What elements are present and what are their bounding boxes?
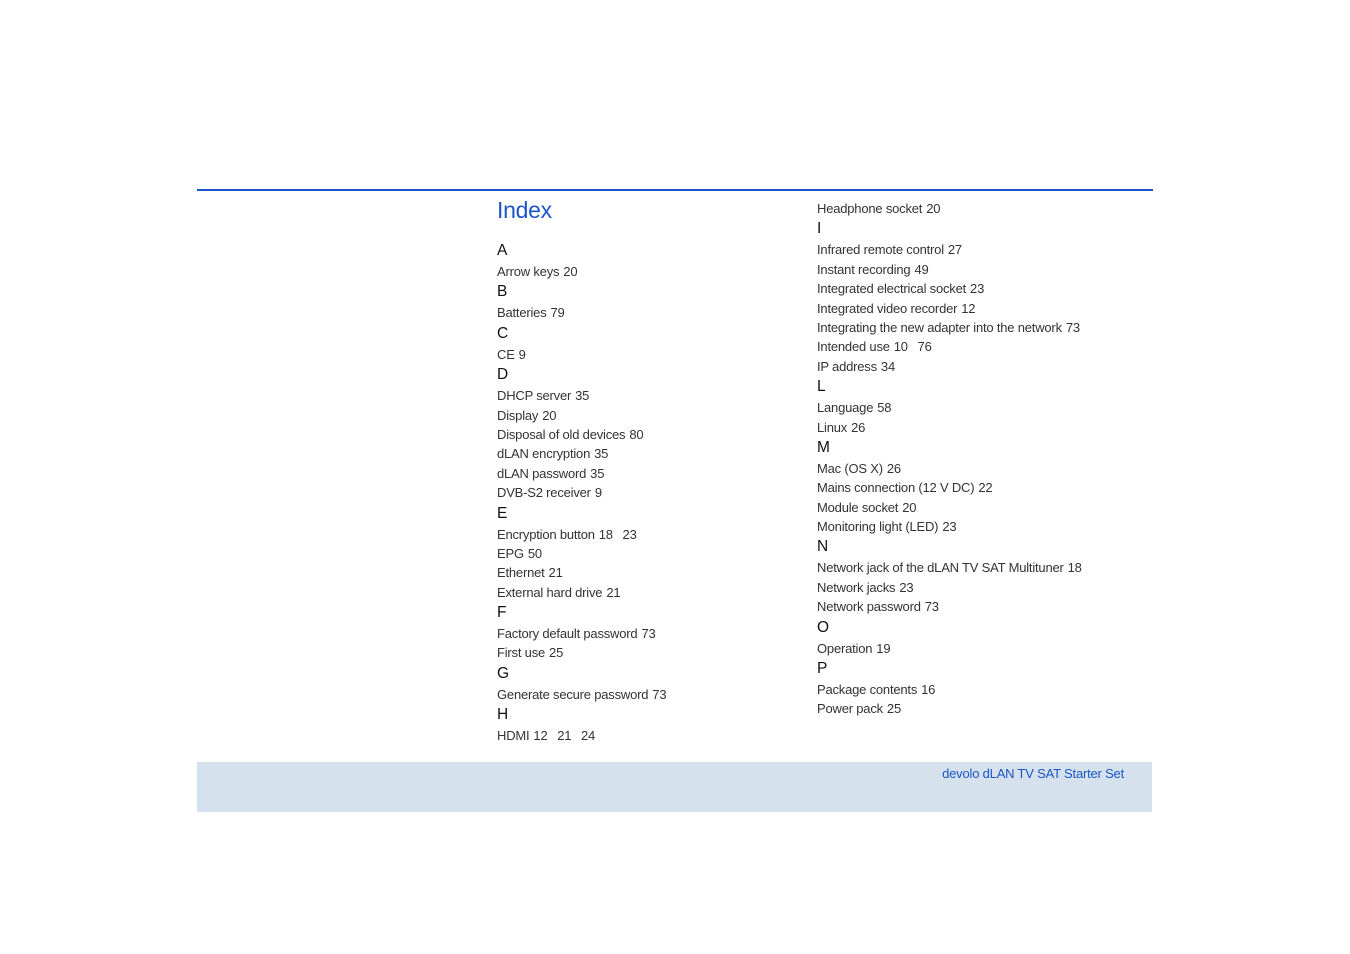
- index-entry: [817, 398, 1082, 417]
- index-entry: [817, 199, 1082, 218]
- index-entry: [497, 726, 666, 745]
- index-entry: [497, 643, 666, 662]
- index-term: DVB-S2 receiver: [497, 485, 591, 501]
- index-section-letter: D: [497, 366, 509, 384]
- index-entry: [817, 680, 1082, 699]
- index-term: Instant recording: [817, 261, 911, 277]
- index-page-refs: 25: [549, 645, 564, 661]
- index-entry: [817, 498, 1082, 517]
- index-entry: [497, 685, 666, 704]
- index-entry: [817, 517, 1082, 536]
- index-page-refs: 73: [641, 626, 656, 642]
- index-term: Monitoring light (LED): [817, 519, 939, 535]
- index-section-letter: N: [817, 538, 829, 556]
- index-entry: [497, 303, 666, 322]
- index-term: Operation: [817, 640, 873, 656]
- index-page-refs: 18: [1067, 560, 1082, 576]
- index-entry: [497, 525, 666, 544]
- index-term: Arrow keys: [497, 264, 560, 279]
- index-section-letter: M: [817, 438, 830, 456]
- index-page-refs: 34: [880, 358, 895, 374]
- index-term: dLAN password: [497, 465, 587, 481]
- index-page-refs: 23: [942, 519, 957, 535]
- index-page-refs: 20: [563, 264, 578, 279]
- index-entry: [817, 699, 1082, 718]
- index-term: Batteries: [497, 305, 547, 321]
- index-page-refs: 49: [914, 261, 929, 277]
- index-section-letter: G: [497, 664, 510, 682]
- index-term: External hard drive: [497, 584, 603, 600]
- index-term: Disposal of old devices: [497, 426, 626, 442]
- index-term: DHCP server: [497, 388, 572, 404]
- index-entry: [817, 318, 1082, 337]
- index-column-left: [497, 240, 666, 746]
- index-section-letter: O: [817, 618, 830, 636]
- index-term: Ethernet: [497, 565, 545, 581]
- index-term: IP address: [817, 358, 877, 374]
- index-term: Infrared remote control: [817, 242, 944, 258]
- index-section-letter: E: [497, 504, 508, 522]
- index-page-refs: 26: [851, 419, 866, 435]
- index-term: Power pack: [817, 701, 883, 717]
- index-entry: [817, 459, 1082, 478]
- index-entry: [817, 558, 1082, 577]
- index-term: EPG: [497, 545, 524, 561]
- index-page-refs: 9: [518, 346, 526, 362]
- index-entry: [817, 260, 1082, 279]
- index-entry: [497, 425, 666, 444]
- index-entry: [817, 578, 1082, 597]
- index-page-refs: 22: [978, 480, 993, 496]
- index-page-refs: 9: [594, 485, 602, 501]
- index-entry: [817, 240, 1082, 259]
- index-entry: [497, 345, 666, 364]
- index-entry: [497, 583, 666, 602]
- index-page-refs: 21: [606, 584, 621, 600]
- index-term: Package contents: [817, 682, 918, 698]
- index-entry: [497, 406, 666, 425]
- index-term: Module socket: [817, 499, 899, 515]
- index-page-refs: 73: [924, 599, 939, 615]
- index-page-refs: 35: [590, 465, 605, 481]
- index-page-refs: 58: [877, 400, 892, 416]
- index-section-letter: B: [497, 283, 508, 301]
- index-term: Language: [817, 400, 874, 416]
- index-term: Generate secure password: [497, 686, 649, 702]
- index-page-refs: 12: [961, 300, 976, 316]
- index-entry: [497, 386, 666, 405]
- index-term: Integrated electrical socket: [817, 281, 967, 297]
- index-entry: [817, 337, 1082, 356]
- index-page-refs: 73: [1065, 319, 1080, 335]
- index-page-refs: 12 21 24: [533, 728, 596, 744]
- footer-band: [197, 762, 1152, 812]
- index-term: Integrated video recorder: [817, 300, 958, 316]
- index-term: First use: [497, 645, 546, 661]
- index-term: Network password: [817, 599, 921, 615]
- index-page-refs: 27: [947, 242, 962, 258]
- index-page-refs: 35: [594, 446, 609, 462]
- index-term: Mac (OS X): [817, 460, 883, 476]
- index-entry: [497, 624, 666, 643]
- header-rule: [197, 189, 1153, 191]
- index-page-refs: 21: [548, 565, 563, 581]
- index-page-refs: 16: [921, 682, 936, 698]
- index-page-refs: 73: [652, 686, 667, 702]
- index-entry: [817, 357, 1082, 376]
- index-page-refs: 79: [550, 305, 565, 321]
- index-section-letter: I: [817, 220, 822, 238]
- index-term: Network jack of the dLAN TV SAT Multituner: [817, 560, 1064, 576]
- index-entry: [497, 464, 666, 483]
- index-page-refs: 23: [970, 281, 985, 297]
- index-column-right: [817, 199, 1082, 719]
- index-term: Display: [497, 407, 539, 423]
- index-page-refs: 10 76: [893, 339, 932, 355]
- index-section-letter: P: [817, 660, 828, 678]
- index-term: Encryption button: [497, 526, 595, 542]
- index-entry: [497, 483, 666, 502]
- index-page-refs: 26: [886, 460, 901, 476]
- index-entry: [497, 444, 666, 463]
- page-title: Index: [497, 197, 552, 223]
- index-entry: [817, 639, 1082, 658]
- index-entry: [817, 597, 1082, 616]
- index-term: Integrating the new adapter into the network: [817, 319, 1062, 335]
- footer-product-name: devolo dLAN TV SAT Starter Set: [942, 766, 1124, 781]
- index-page-refs: 80: [629, 426, 644, 442]
- index-term: Mains connection (12 V DC): [817, 480, 975, 496]
- index-page-refs: 19: [876, 640, 891, 656]
- index-section-letter: F: [497, 604, 507, 622]
- index-entry: [817, 279, 1082, 298]
- index-term: CE: [497, 346, 515, 362]
- index-term: Intended use: [817, 339, 890, 355]
- index-term: Headphone socket: [817, 201, 923, 216]
- index-entry: [817, 418, 1082, 437]
- index-page-refs: 20: [902, 499, 917, 515]
- index-page-refs: 18 23: [598, 526, 637, 542]
- index-entry: [817, 299, 1082, 318]
- index-section-letter: A: [497, 242, 508, 259]
- index-term: Linux: [817, 419, 848, 435]
- index-entry: [497, 262, 666, 281]
- index-page-refs: 25: [886, 701, 901, 717]
- index-section-letter: H: [497, 706, 509, 724]
- index-section-letter: L: [817, 378, 826, 396]
- index-term: Factory default password: [497, 626, 638, 642]
- index-entry: [497, 544, 666, 563]
- index-page-refs: 50: [527, 545, 542, 561]
- index-page-refs: 23: [899, 579, 914, 595]
- index-page-refs: 20: [926, 201, 941, 216]
- index-page-refs: 20: [542, 407, 557, 423]
- index-entry: [497, 563, 666, 582]
- index-term: Network jacks: [817, 579, 896, 595]
- index-entry: [817, 478, 1082, 497]
- index-page-refs: 35: [575, 388, 590, 404]
- index-term: HDMI: [497, 728, 530, 744]
- index-section-letter: C: [497, 324, 509, 342]
- index-term: dLAN encryption: [497, 446, 591, 462]
